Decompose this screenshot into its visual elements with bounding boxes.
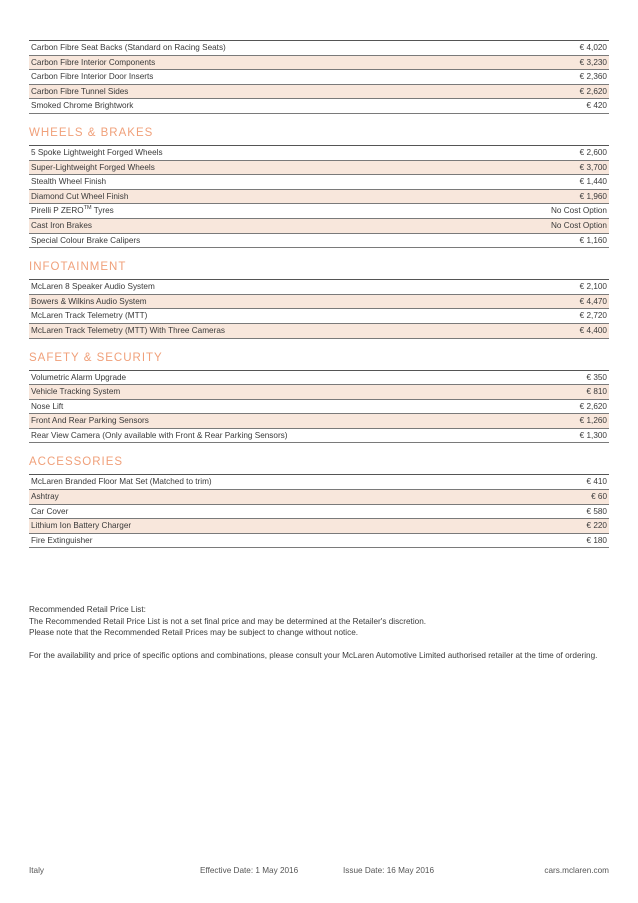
table-row (29, 161, 609, 176)
table-row (29, 519, 609, 534)
option-name: McLaren Track Telemetry (MTT) (31, 311, 148, 321)
footer-effective-date: Effective Date: 1 May 2016 (200, 866, 299, 875)
option-name: Fire Extinguisher (31, 535, 93, 545)
section-title-wheels-brakes: WHEELS & BRAKES (29, 126, 154, 139)
option-price: € 1,160 (579, 235, 607, 245)
option-price: € 2,720 (579, 311, 607, 321)
option-name: Nose Lift (31, 401, 64, 411)
price-notes (29, 604, 609, 661)
section-safety-security (29, 350, 609, 444)
option-name: Volumetric Alarm Upgrade (31, 372, 127, 382)
option-price: € 1,440 (579, 177, 607, 187)
section-title-safety-security: SAFETY & SECURITY (29, 351, 163, 364)
option-price: € 2,620 (579, 86, 607, 96)
option-name: Bowers & Wilkins Audio System (31, 296, 147, 306)
notes-heading: Recommended Retail Price List: (29, 605, 146, 614)
footer-website-link[interactable]: cars.mclaren.com (544, 866, 609, 875)
option-name: Special Colour Brake Calipers (31, 235, 141, 245)
safety-security-table (29, 370, 609, 444)
section-accessories (29, 454, 609, 548)
table-row (29, 219, 609, 234)
option-name: Carbon Fibre Seat Backs (Standard on Racing Seats) (31, 43, 226, 52)
option-name: Rear View Camera (Only available with Front & Rear Parking Sensors) (31, 430, 288, 440)
option-price: € 420 (586, 101, 607, 111)
option-name: Diamond Cut Wheel Finish (31, 191, 129, 201)
option-name: McLaren Track Telemetry (MTT) With Three Cameras (31, 325, 225, 335)
option-name: Smoked Chrome Brightwork (31, 101, 134, 111)
option-name: Carbon Fibre Tunnel Sides (31, 86, 129, 96)
table-row (29, 475, 609, 490)
option-name: Pirelli P ZERO™ Tyres (31, 205, 114, 216)
footer-country: Italy (29, 866, 45, 875)
wheels-brakes-table (29, 145, 609, 248)
option-price: € 4,470 (579, 296, 607, 306)
price-list (29, 40, 609, 548)
table-row (29, 280, 609, 295)
page-footer (29, 866, 609, 878)
table-row (29, 324, 609, 339)
option-price: € 410 (586, 477, 607, 487)
table-row (29, 505, 609, 520)
option-price: No Cost Option (551, 206, 607, 216)
section-infotainment (29, 259, 609, 338)
table-row (29, 429, 609, 444)
option-price: € 2,600 (579, 147, 607, 157)
option-price: € 580 (586, 506, 607, 516)
option-name: Ashtray (31, 492, 59, 502)
option-name: 5 Spoke Lightweight Forged Wheels (31, 147, 163, 157)
option-name: Car Cover (31, 506, 69, 516)
notes-disclaimer: The Recommended Retail Price List is not a set final price and may be determined at the Retailer's discretion. (29, 616, 427, 626)
table-row (29, 385, 609, 400)
table-row (29, 400, 609, 415)
option-name: Stealth Wheel Finish (31, 177, 107, 187)
notes-change-notice: Please note that the Recommended Retail Prices may be subject to change without notice. (29, 628, 359, 637)
table-row (29, 99, 609, 114)
option-price: € 2,100 (579, 282, 607, 292)
option-price: € 810 (586, 387, 607, 397)
option-name: Super-Lightweight Forged Wheels (31, 162, 155, 172)
table-row (29, 234, 609, 249)
notes-retailer-advice: For the availability and price of specific options and combinations, please consult your McLaren Automotive Limited authorised retailer at the time of ordering. (29, 650, 598, 660)
table-row (29, 175, 609, 190)
accessories-table (29, 474, 609, 548)
option-price: € 1,300 (579, 430, 607, 440)
option-name: Carbon Fibre Interior Components (31, 57, 156, 67)
table-row (29, 371, 609, 386)
table-row (29, 204, 609, 219)
option-price: € 60 (591, 492, 607, 502)
section-title-infotainment: INFOTAINMENT (29, 261, 127, 274)
infotainment-table (29, 279, 609, 338)
option-name: Carbon Fibre Interior Door Inserts (31, 72, 154, 82)
option-name: Front And Rear Parking Sensors (31, 416, 149, 426)
option-price: € 220 (586, 521, 607, 531)
option-price: € 350 (586, 372, 607, 382)
option-name: Lithium Ion Battery Charger (31, 521, 132, 531)
option-price: € 2,360 (579, 72, 607, 82)
option-price: € 1,260 (579, 416, 607, 426)
option-price: € 1,960 (579, 191, 607, 201)
table-row (29, 534, 609, 549)
option-price: € 3,700 (579, 162, 607, 172)
option-price: € 3,230 (579, 57, 607, 67)
section-wheels-brakes (29, 125, 609, 248)
trademark-mark: TM (83, 205, 92, 212)
table-row (29, 56, 609, 71)
option-name: McLaren Branded Floor Mat Set (Matched to trim) (31, 477, 212, 487)
table-row (29, 41, 609, 56)
table-row (29, 85, 609, 100)
table-row (29, 70, 609, 85)
footer-issue-date: Issue Date: 16 May 2016 (343, 866, 435, 875)
option-price: € 4,020 (579, 43, 607, 52)
option-price: € 4,400 (579, 325, 607, 335)
interior-options-table (29, 40, 609, 114)
option-name: McLaren 8 Speaker Audio System (31, 282, 155, 292)
option-price: No Cost Option (551, 220, 607, 230)
table-row (29, 414, 609, 429)
section-title-accessories: ACCESSORIES (29, 456, 124, 469)
table-row (29, 309, 609, 324)
option-price: € 2,620 (579, 401, 607, 411)
table-row (29, 490, 609, 505)
table-row (29, 295, 609, 310)
option-name: Cast Iron Brakes (31, 220, 92, 230)
option-name: Vehicle Tracking System (31, 387, 121, 397)
option-price: € 180 (586, 535, 607, 545)
table-row (29, 190, 609, 205)
table-row (29, 146, 609, 161)
